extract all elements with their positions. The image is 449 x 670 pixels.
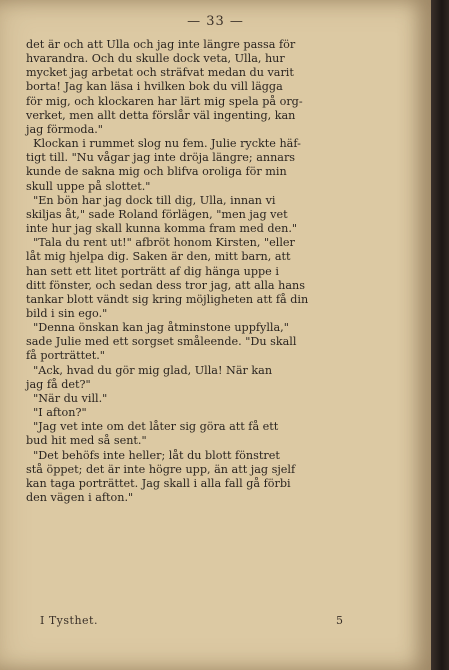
signature-number: 5 [336, 614, 343, 627]
text-line: tankar blott vändt sig kring möjligheten att få din [26, 292, 309, 306]
text-line: få porträttet." [26, 349, 105, 363]
text-line: den vägen i afton." [26, 491, 134, 504]
body-text [26, 38, 363, 505]
text-line: hvarandra. Och du skulle dock veta, Ulla, hur [26, 52, 285, 66]
text-line: Klockan i rummet slog nu fem. Julie ryckte häf- [26, 137, 301, 151]
text-line: det är och att Ulla och jag inte längre passa för [26, 38, 296, 51]
text-line: mycket jag arbetat och sträfvat medan du varit [26, 66, 294, 80]
text-line: verket, men allt detta förslår väl ingenting, kan [26, 108, 296, 122]
text-line: ditt fönster, och sedan dess tror jag, att alla hans [26, 278, 305, 292]
text-line: borta! Jag kan läsa i hvilken bok du vill lägga [26, 80, 283, 94]
text-line: han sett ett litet porträtt af dig hänga uppe i [26, 264, 279, 278]
text-line: skiljas åt," sade Roland förlägen, "men jag vet [26, 207, 288, 221]
text-line: skull uppe på slottet." [26, 179, 151, 193]
text-line: för mig, och klockaren har lärt mig spela på org- [26, 94, 303, 108]
text-line: bild i sin ego." [26, 306, 108, 320]
text-line: låt mig hjelpa dig. Saken är den, mitt barn, att [26, 250, 291, 264]
text-line: kan taga porträttet. Jag skall i alla fall gå förbi [26, 476, 291, 490]
text-line: "Ack, hvad du gör mig glad, Ulla! När kan [26, 363, 273, 377]
text-line: kunde de sakna mig och blifva oroliga för min [26, 165, 287, 179]
text-line: "Jag vet inte om det låter sig göra att få ett [26, 420, 279, 434]
text-line: "Denna önskan kan jag åtminstone uppfylla," [26, 321, 289, 335]
book-spine [431, 0, 449, 670]
text-line: "När du vill." [26, 391, 108, 405]
text-line: "I afton?" [26, 406, 87, 420]
text-line: sade Julie med ett sorgset småleende. "Du skall [26, 335, 297, 349]
text-line: "Det behöfs inte heller; låt du blott fönstret [26, 448, 280, 462]
text-line: tigt till. "Nu vågar jag inte dröja längre; annars [26, 151, 296, 165]
text-line: "Tala du rent ut!" afbröt honom Kirsten, "eller [26, 236, 295, 250]
text-line: jag förmoda." [26, 122, 103, 136]
text-line: "En bön har jag dock till dig, Ulla, innan vi [26, 193, 276, 207]
text-line: stå öppet; det är inte högre upp, än att jag sjelf [26, 462, 296, 476]
text-line: jag få det?" [26, 377, 91, 391]
text-line: inte hur jag skall kunna komma fram med den." [26, 222, 298, 236]
signature-mark: I Tysthet. [40, 614, 98, 627]
text-line: bud hit med så sent." [26, 434, 147, 448]
page-number: — 33 — [187, 14, 244, 29]
